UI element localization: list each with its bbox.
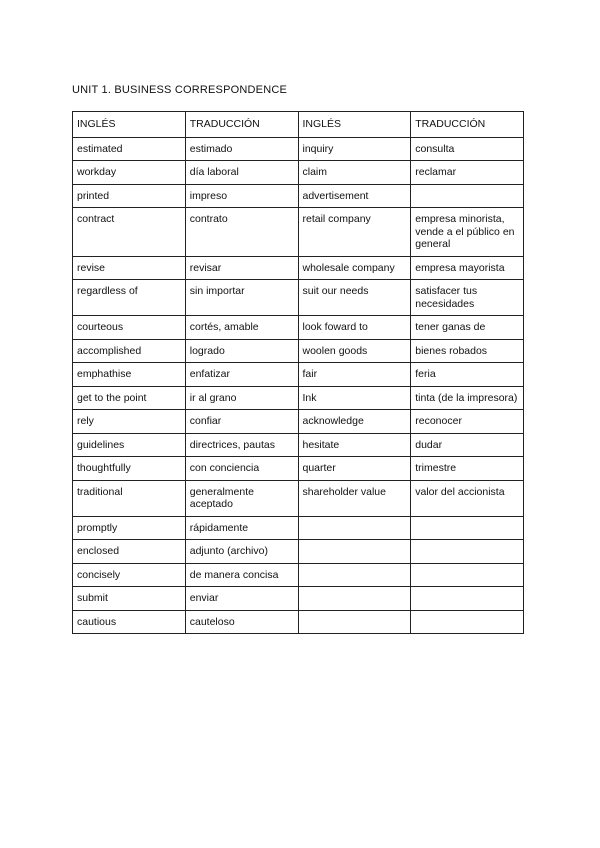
table-cell: ir al grano bbox=[185, 386, 298, 410]
table-cell: reclamar bbox=[411, 161, 524, 185]
table-cell: hesitate bbox=[298, 433, 411, 457]
table-row bbox=[73, 184, 524, 208]
table-cell: empresa minorista, vende a el público en general bbox=[411, 208, 524, 257]
table-cell: workday bbox=[73, 161, 186, 185]
header-cell: TRADUCCIÓN bbox=[411, 112, 524, 138]
table-row bbox=[73, 480, 524, 516]
table-body bbox=[73, 137, 524, 634]
table-cell bbox=[298, 563, 411, 587]
table-row bbox=[73, 563, 524, 587]
table-header-row bbox=[73, 112, 524, 138]
table-row bbox=[73, 316, 524, 340]
table-row bbox=[73, 208, 524, 257]
table-cell: de manera concisa bbox=[185, 563, 298, 587]
table-cell: impreso bbox=[185, 184, 298, 208]
table-cell bbox=[298, 540, 411, 564]
table-row bbox=[73, 410, 524, 434]
table-cell: emphathise bbox=[73, 363, 186, 387]
table-cell: generalmente aceptado bbox=[185, 480, 298, 516]
table-cell bbox=[411, 540, 524, 564]
table-cell: cortés, amable bbox=[185, 316, 298, 340]
table-row bbox=[73, 256, 524, 280]
table-cell bbox=[411, 587, 524, 611]
table-cell bbox=[411, 563, 524, 587]
table-cell: rely bbox=[73, 410, 186, 434]
table-cell: submit bbox=[73, 587, 186, 611]
table-row bbox=[73, 587, 524, 611]
table-cell: adjunto (archivo) bbox=[185, 540, 298, 564]
table-cell bbox=[298, 587, 411, 611]
table-row bbox=[73, 363, 524, 387]
table-cell: dudar bbox=[411, 433, 524, 457]
table-cell: día laboral bbox=[185, 161, 298, 185]
table-cell: thoughtfully bbox=[73, 457, 186, 481]
table-cell: shareholder value bbox=[298, 480, 411, 516]
table-cell: advertisement bbox=[298, 184, 411, 208]
table-cell: estimated bbox=[73, 137, 186, 161]
table-cell: suit our needs bbox=[298, 280, 411, 316]
table-cell: acknowledge bbox=[298, 410, 411, 434]
table-row bbox=[73, 610, 524, 634]
table-cell: tener ganas de bbox=[411, 316, 524, 340]
table-cell: enfatizar bbox=[185, 363, 298, 387]
table-cell: contract bbox=[73, 208, 186, 257]
table-cell: inquiry bbox=[298, 137, 411, 161]
header-cell: INGLÉS bbox=[73, 112, 186, 138]
table-cell: confiar bbox=[185, 410, 298, 434]
table-cell bbox=[411, 184, 524, 208]
table-cell: cautious bbox=[73, 610, 186, 634]
table-row bbox=[73, 161, 524, 185]
table-cell: reconocer bbox=[411, 410, 524, 434]
table-cell: claim bbox=[298, 161, 411, 185]
table-cell bbox=[298, 516, 411, 540]
table-cell: get to the point bbox=[73, 386, 186, 410]
vocabulary-table bbox=[72, 111, 524, 634]
table-cell: quarter bbox=[298, 457, 411, 481]
table-row bbox=[73, 137, 524, 161]
table-row bbox=[73, 457, 524, 481]
table-cell: retail company bbox=[298, 208, 411, 257]
table-cell: wholesale company bbox=[298, 256, 411, 280]
table-cell: satisfacer tus necesidades bbox=[411, 280, 524, 316]
table-row bbox=[73, 433, 524, 457]
header-cell: INGLÉS bbox=[298, 112, 411, 138]
table-cell: fair bbox=[298, 363, 411, 387]
table-cell: bienes robados bbox=[411, 339, 524, 363]
table-cell: cauteloso bbox=[185, 610, 298, 634]
table-cell bbox=[411, 516, 524, 540]
table-cell: rápidamente bbox=[185, 516, 298, 540]
table-cell: accomplished bbox=[73, 339, 186, 363]
table-row bbox=[73, 540, 524, 564]
table-cell: tinta (de la impresora) bbox=[411, 386, 524, 410]
table-cell: look foward to bbox=[298, 316, 411, 340]
page-title: UNIT 1. BUSINESS CORRESPONDENCE bbox=[72, 84, 288, 96]
header-cell: TRADUCCIÓN bbox=[185, 112, 298, 138]
table-cell: courteous bbox=[73, 316, 186, 340]
table-cell: guidelines bbox=[73, 433, 186, 457]
table-cell: consulta bbox=[411, 137, 524, 161]
table-cell: valor del accionista bbox=[411, 480, 524, 516]
table-cell: con conciencia bbox=[185, 457, 298, 481]
table-cell: sin importar bbox=[185, 280, 298, 316]
table-cell: trimestre bbox=[411, 457, 524, 481]
table-cell: regardless of bbox=[73, 280, 186, 316]
table-cell: woolen goods bbox=[298, 339, 411, 363]
table-cell: revisar bbox=[185, 256, 298, 280]
table-cell: estimado bbox=[185, 137, 298, 161]
table-cell: concisely bbox=[73, 563, 186, 587]
table-cell: feria bbox=[411, 363, 524, 387]
table-cell bbox=[411, 610, 524, 634]
table-row bbox=[73, 516, 524, 540]
table-row bbox=[73, 386, 524, 410]
table-cell: logrado bbox=[185, 339, 298, 363]
table-cell: enviar bbox=[185, 587, 298, 611]
table-cell: promptly bbox=[73, 516, 186, 540]
table-row bbox=[73, 339, 524, 363]
table-cell: enclosed bbox=[73, 540, 186, 564]
table-cell: traditional bbox=[73, 480, 186, 516]
table-cell: directrices, pautas bbox=[185, 433, 298, 457]
table-cell: printed bbox=[73, 184, 186, 208]
table-row bbox=[73, 280, 524, 316]
table-cell: revise bbox=[73, 256, 186, 280]
table-cell: empresa mayorista bbox=[411, 256, 524, 280]
table-cell: Ink bbox=[298, 386, 411, 410]
table-cell: contrato bbox=[185, 208, 298, 257]
table-cell bbox=[298, 610, 411, 634]
